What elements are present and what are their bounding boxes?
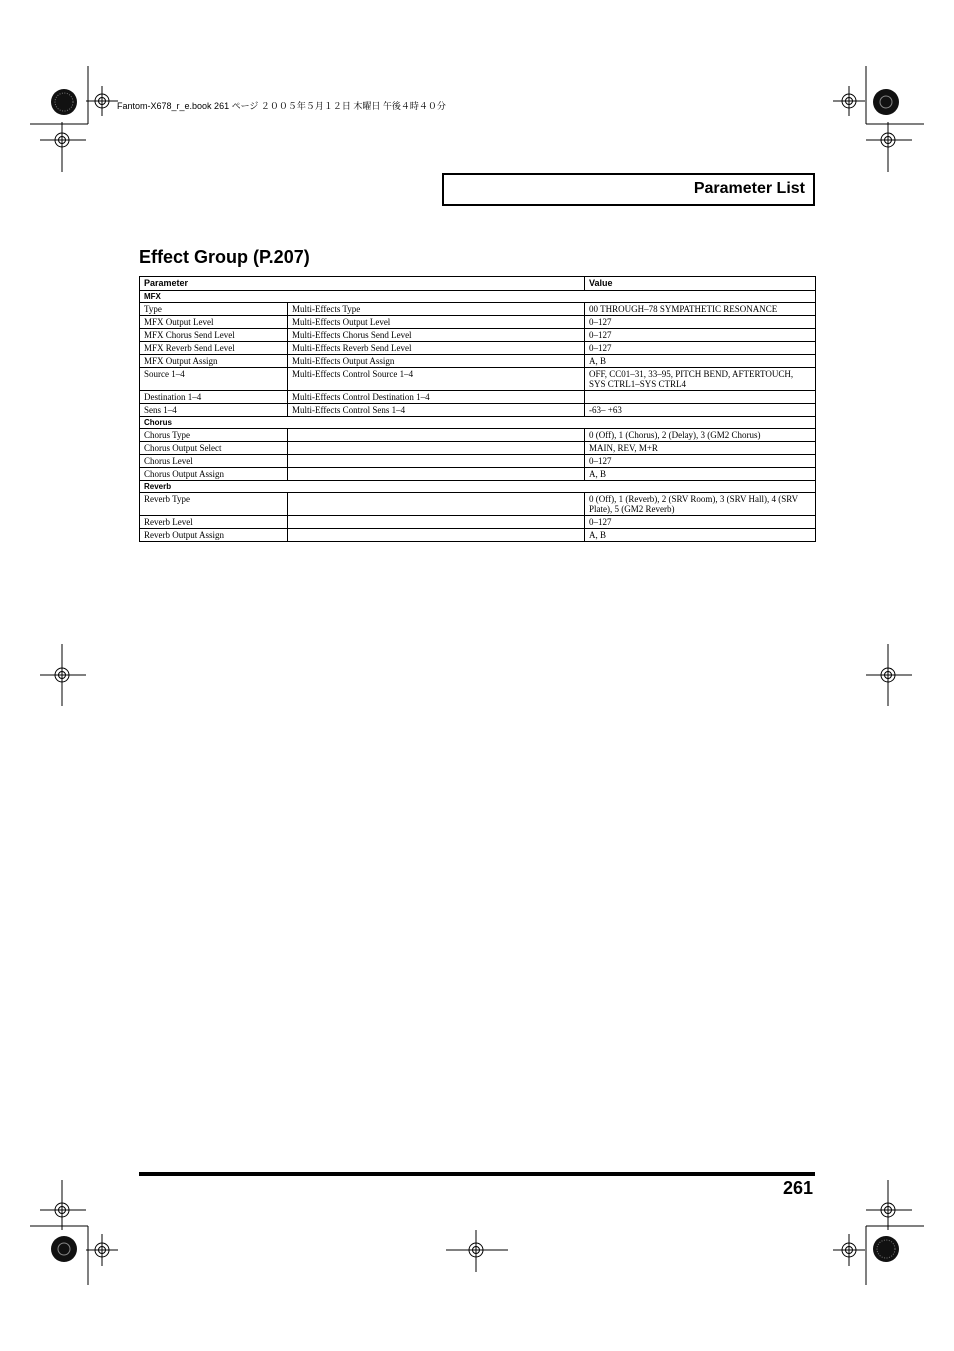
param-value: A, B <box>585 529 816 542</box>
param-value: 0–127 <box>585 342 816 355</box>
param-value: MAIN, REV, M+R <box>585 442 816 455</box>
table-row <box>140 429 816 442</box>
param-name: MFX Output Assign <box>140 355 288 368</box>
param-desc: Multi-Effects Output Assign <box>288 355 585 368</box>
param-desc: Multi-Effects Control Destination 1–4 <box>288 391 585 404</box>
param-desc: Multi-Effects Control Sens 1–4 <box>288 404 585 417</box>
param-name: Source 1–4 <box>140 368 288 391</box>
param-desc: Multi-Effects Chorus Send Level <box>288 329 585 342</box>
param-value: 0–127 <box>585 516 816 529</box>
parameter-table <box>139 276 816 542</box>
param-value: 00 THROUGH–78 SYMPATHETIC RESONANCE <box>585 303 816 316</box>
print-header: Fantom-X678_r_e.book 261 ページ ２００５年５月１２日 木曜日 午後４時４０分 <box>117 101 446 111</box>
page-heading: Effect Group (P.207) <box>139 247 310 267</box>
param-name: Chorus Type <box>140 429 288 442</box>
param-value: 0–127 <box>585 455 816 468</box>
header-value: Value <box>585 277 816 291</box>
param-desc: Multi-Effects Type <box>288 303 585 316</box>
param-desc <box>288 529 585 542</box>
header-parameter: Parameter <box>140 277 585 291</box>
table-row <box>140 493 816 516</box>
group-label: MFX <box>140 291 816 303</box>
param-value: 0 (Off), 1 (Chorus), 2 (Delay), 3 (GM2 Chorus) <box>585 429 816 442</box>
param-name: Chorus Level <box>140 455 288 468</box>
param-name: Type <box>140 303 288 316</box>
page-number: 261 <box>782 1178 813 1198</box>
table-row <box>140 529 816 542</box>
table-row <box>140 368 816 391</box>
section-title: Parameter List <box>693 180 805 197</box>
table-row <box>140 404 816 417</box>
table-row <box>140 342 816 355</box>
param-value: A, B <box>585 468 816 481</box>
param-value: A, B <box>585 355 816 368</box>
param-value: 0–127 <box>585 329 816 342</box>
param-desc <box>288 455 585 468</box>
table-row <box>140 455 816 468</box>
table-header-row <box>140 277 816 291</box>
param-name: Reverb Level <box>140 516 288 529</box>
param-name: Destination 1–4 <box>140 391 288 404</box>
table-row <box>140 442 816 455</box>
param-desc: Multi-Effects Reverb Send Level <box>288 342 585 355</box>
section-title-box <box>442 173 815 206</box>
param-name: MFX Reverb Send Level <box>140 342 288 355</box>
param-value: 0 (Off), 1 (Reverb), 2 (SRV Room), 3 (SRV Hall), 4 (SRV Plate), 5 (GM2 Reverb) <box>585 493 816 516</box>
group-label: Chorus <box>140 417 816 429</box>
param-desc <box>288 516 585 529</box>
group-row-mfx <box>140 291 816 303</box>
group-row-chorus <box>140 417 816 429</box>
param-desc <box>288 493 585 516</box>
param-name: Chorus Output Assign <box>140 468 288 481</box>
param-value: OFF, CC01–31, 33–95, PITCH BEND, AFTERTOUCH, SYS CTRL1–SYS CTRL4 <box>585 368 816 391</box>
param-value: -63– +63 <box>585 404 816 417</box>
table-row <box>140 316 816 329</box>
param-name: MFX Output Level <box>140 316 288 329</box>
table-row <box>140 303 816 316</box>
param-desc <box>288 429 585 442</box>
param-desc: Multi-Effects Output Level <box>288 316 585 329</box>
param-name: Chorus Output Select <box>140 442 288 455</box>
param-value: 0–127 <box>585 316 816 329</box>
param-name: Sens 1–4 <box>140 404 288 417</box>
table-row <box>140 516 816 529</box>
param-desc <box>288 468 585 481</box>
param-name: Reverb Type <box>140 493 288 516</box>
group-label: Reverb <box>140 481 816 493</box>
param-value <box>585 391 816 404</box>
param-desc: Multi-Effects Control Source 1–4 <box>288 368 585 391</box>
table-row <box>140 329 816 342</box>
param-name: MFX Chorus Send Level <box>140 329 288 342</box>
table-row <box>140 468 816 481</box>
param-desc <box>288 442 585 455</box>
table-row <box>140 391 816 404</box>
group-row-reverb <box>140 481 816 493</box>
footer-rule <box>139 1172 815 1176</box>
table-row <box>140 355 816 368</box>
param-name: Reverb Output Assign <box>140 529 288 542</box>
